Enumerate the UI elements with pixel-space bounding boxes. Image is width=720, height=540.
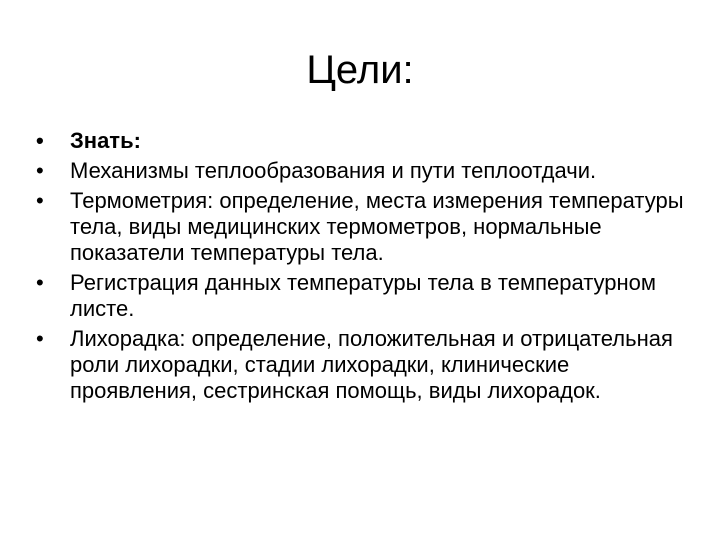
bullet-icon: • [36, 326, 44, 351]
bullet-item-registration [36, 270, 696, 322]
bullet-icon: • [36, 188, 44, 213]
slide-title: Цели: [306, 48, 414, 92]
bullet-item-mechanisms [36, 158, 696, 184]
bullet-item-thermometry [36, 188, 696, 266]
bullet-text: Лихорадка: определение, положительная и отрицательная роли лихорадки, стадии лихорадки, клинические проявления, сестринская помощь, виды лихорадок. [70, 326, 673, 403]
bullet-text: Регистрация данных температуры тела в температурном листе. [70, 270, 657, 321]
bullet-icon: • [36, 270, 44, 295]
bullet-item-fever [36, 326, 696, 404]
bullet-text: Термометрия: определение, места измерения температуры тела, виды медицинских термометров, нормальные показатели температуры тела. [70, 188, 684, 265]
bullet-icon: • [36, 158, 44, 183]
bullet-item-know [36, 128, 696, 154]
bullet-text: Знать: [70, 128, 141, 153]
bullet-text: Механизмы теплообразования и пути теплоотдачи. [70, 158, 597, 183]
bullet-icon: • [36, 128, 44, 153]
bullet-list [36, 128, 696, 408]
